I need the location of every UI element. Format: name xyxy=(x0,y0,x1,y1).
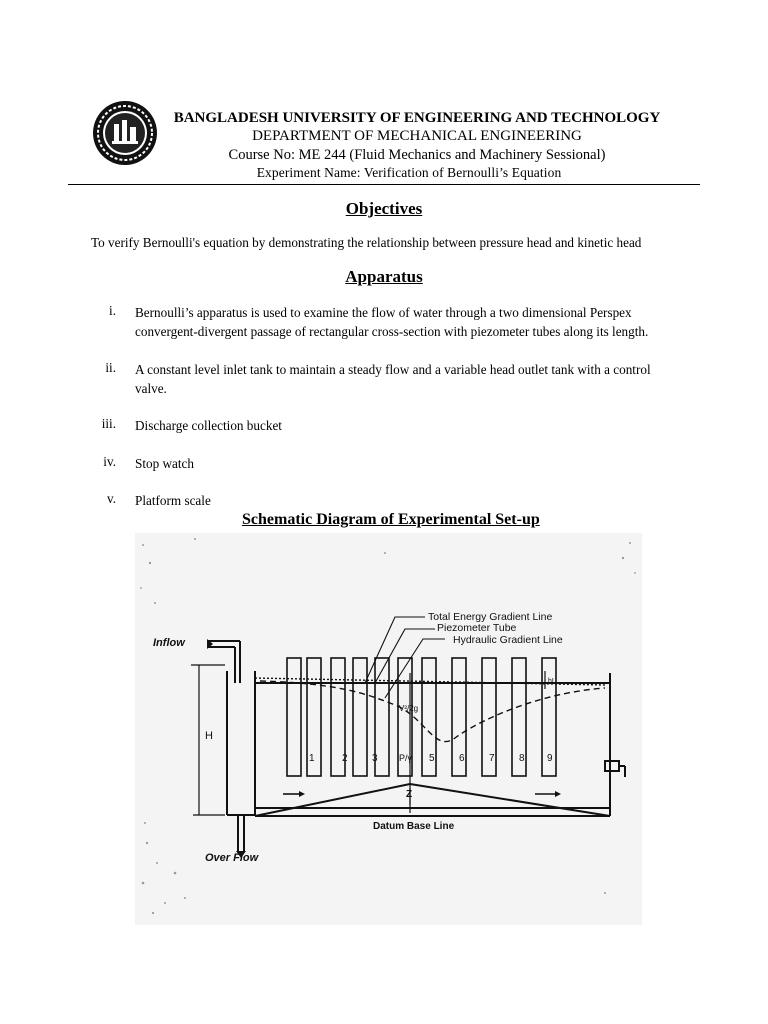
label-hydraulic: Hydraulic Gradient Line xyxy=(453,634,563,646)
experiment-name: Experiment Name: Verification of Bernoulli’s Equation xyxy=(256,165,562,180)
header-divider xyxy=(68,184,700,185)
label-inflow: Inflow xyxy=(153,637,185,649)
course-number: Course No: ME 244 (Fluid Mechanics and Machinery Sessional) xyxy=(228,147,606,163)
apparatus-item-text: Discharge collection bucket xyxy=(135,418,282,433)
tube-number: 2 xyxy=(342,753,348,764)
tube-number: 7 xyxy=(489,753,495,764)
label-Z: Z xyxy=(406,789,413,800)
university-name: BANGLADESH UNIVERSITY OF ENGINEERING AND TECHNOLOGY xyxy=(173,110,661,126)
apparatus-title: Apparatus xyxy=(345,267,423,286)
tube-number: 3 xyxy=(372,753,378,764)
label-overflow: Over Flow xyxy=(205,852,259,864)
schematic-diagram xyxy=(135,533,642,925)
objectives-text: To verify Bernoulli's equation by demonstrating the relationship between pressure head and kinetic head xyxy=(91,235,642,250)
diagram-title: Schematic Diagram of Experimental Set-up xyxy=(242,511,540,528)
apparatus-item-number: v. xyxy=(106,491,116,506)
label-velocity-head: V²/2g xyxy=(399,704,419,713)
apparatus-item-number: ii. xyxy=(105,360,116,375)
label-total-energy: Total Energy Gradient Line xyxy=(428,611,553,623)
label-loss: hL xyxy=(548,678,556,685)
tube-number: 6 xyxy=(459,753,465,764)
apparatus-item-number: iv. xyxy=(103,454,116,469)
tube-number: 5 xyxy=(429,753,435,764)
apparatus-item-number: iii. xyxy=(101,416,116,431)
apparatus-item-text: Bernoulli’s apparatus is used to examine the flow of water through a two dimensional Perspex convergent-divergent passage of rectangular cross-section with piezometer tubes along its length. xyxy=(135,305,649,339)
tube-number: 1 xyxy=(309,753,315,764)
label-H: H xyxy=(205,730,213,742)
label-datum: Datum Base Line xyxy=(373,821,455,832)
objectives-title: Objectives xyxy=(345,199,423,218)
apparatus-item-text: Platform scale xyxy=(135,493,211,508)
label-pressure-head: P/γ xyxy=(399,753,413,763)
tube-number: 9 xyxy=(547,753,553,764)
apparatus-item-text: A constant level inlet tank to maintain a steady flow and a variable head outlet tank with a control valve. xyxy=(135,362,651,396)
apparatus-item-text: Stop watch xyxy=(135,456,194,471)
label-piezometer: Piezometer Tube xyxy=(437,622,517,634)
tube-number: 8 xyxy=(519,753,525,764)
apparatus-item-number: i. xyxy=(109,303,116,318)
department-name: DEPARTMENT OF MECHANICAL ENGINEERING xyxy=(252,128,582,144)
